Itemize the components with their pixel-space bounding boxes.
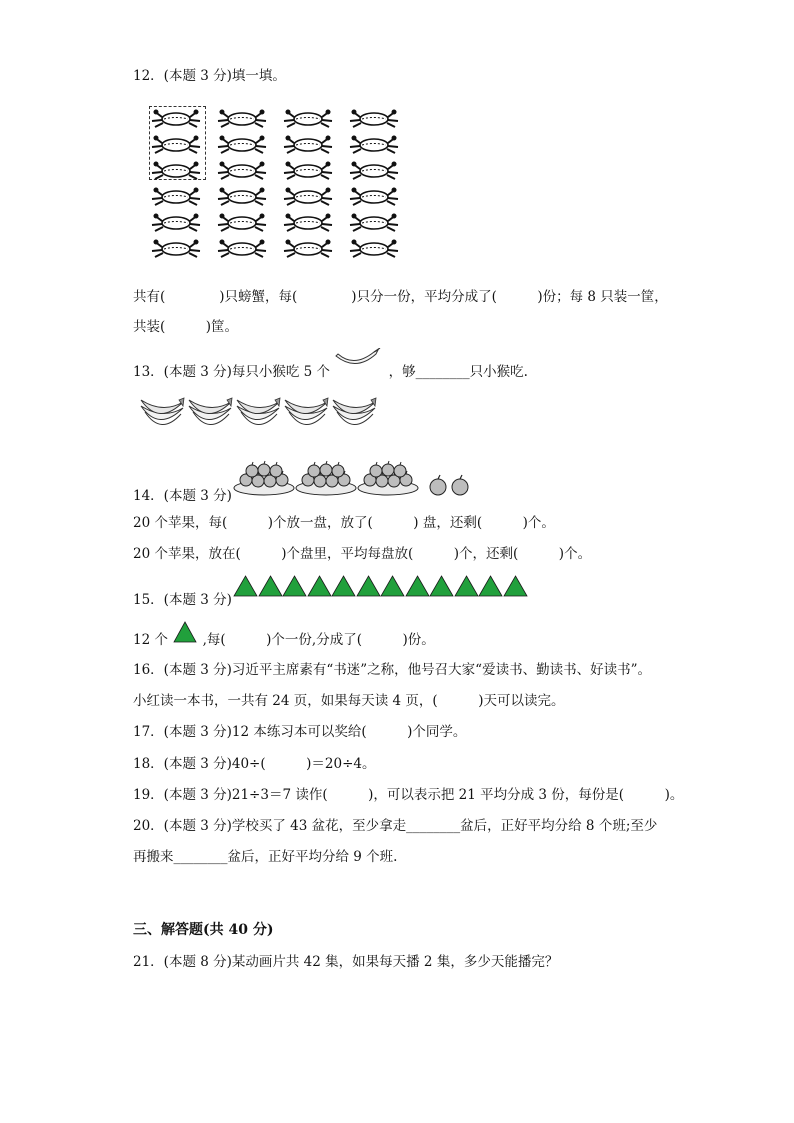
crab-icon	[216, 108, 268, 128]
crab-icon	[282, 212, 334, 232]
crab-icon	[282, 238, 334, 258]
q14-title: 14．(本题 3 分)	[133, 488, 232, 504]
apple-icon	[450, 474, 470, 496]
crab-icon	[216, 238, 268, 258]
crab-icon	[348, 134, 400, 154]
crab-icon	[216, 186, 268, 206]
crab-icon	[348, 212, 400, 232]
green-triangle-icon	[405, 575, 430, 597]
crab-icon	[150, 160, 202, 180]
green-triangle-icon	[172, 630, 198, 650]
banana-bunch-icon	[331, 396, 377, 436]
crab-icon	[348, 238, 400, 258]
apple-icon	[428, 474, 448, 496]
crab-icon	[282, 108, 334, 128]
q13-prefix: 13．(本题 3 分)每只小猴吃 5 个	[133, 364, 331, 380]
crab-icon	[348, 186, 400, 206]
crab-icon	[150, 134, 202, 154]
crab-icon	[150, 186, 202, 206]
apple-plate-icon	[356, 460, 420, 496]
q13-line	[133, 362, 528, 382]
banana-icon	[334, 362, 384, 382]
banana-bunch-icon	[139, 396, 185, 436]
q16-line2: 小红读一本书，一共有 24 页，如果每天读 4 页，( )天可以读完。	[133, 693, 565, 709]
crab-icon	[150, 108, 202, 128]
green-triangle-icon	[503, 575, 528, 597]
section-title: 三、解答题(共 40 分)	[133, 922, 274, 938]
apple-plate-icon	[232, 460, 296, 496]
q17-text: 17．(本题 3 分)12 本练习本可以奖给( )个同学。	[133, 724, 467, 740]
crab-icon	[282, 134, 334, 154]
q14-line1: 20 个苹果，每( )个放一盘，放了( ) 盘，还剩( )个。	[133, 515, 555, 531]
q16-line1: 16．(本题 3 分)习近平主席素有“书迷”之称，他号召大家“爱读书、勤读书、好读书”。	[133, 662, 651, 678]
q15-suffix: ,每( )个一份,分成了( )份。	[202, 632, 435, 648]
green-triangle-icon	[356, 575, 381, 597]
crab-icon	[282, 160, 334, 180]
green-triangle-icon	[331, 575, 356, 597]
banana-bunch-icon	[235, 396, 281, 436]
green-triangle-icon	[429, 575, 454, 597]
q15-prefix: 12 个	[133, 632, 168, 648]
q12-title: 12．(本题 3 分)填一填。	[133, 68, 286, 84]
crab-icon	[282, 186, 334, 206]
q21-text: 21．(本题 8 分)某动画片共 42 集，如果每天播 2 集，多少天能播完？	[133, 954, 559, 970]
crab-icon	[216, 160, 268, 180]
apple-plate-icon	[294, 460, 358, 496]
q12-line1: 共有( )只螃蟹，每( )只分一份，平均分成了( )份；每 8 只装一筐，	[133, 289, 668, 305]
crab-icon	[216, 134, 268, 154]
crab-icon	[150, 212, 202, 232]
q20-line1: 20．(本题 3 分)学校买了 43 盆花，至少拿走________盆后，正好平均分给 8 个班;至少	[133, 818, 658, 834]
crab-icon	[348, 108, 400, 128]
green-triangle-icon	[282, 575, 307, 597]
green-triangle-icon	[478, 575, 503, 597]
q15-title: 15．(本题 3 分)	[133, 592, 232, 608]
green-triangle-icon	[380, 575, 405, 597]
crab-icon	[216, 212, 268, 232]
q13-suffix: ，够________只小猴吃.	[388, 364, 528, 380]
crab-icon	[348, 160, 400, 180]
banana-bunch-icon	[187, 396, 233, 436]
q19-text: 19．(本题 3 分)21÷3＝7 读作( )，可以表示把 21 平均分成 3 份，每份是( )。	[133, 787, 684, 803]
q14-line2: 20 个苹果，放在( )个盘里，平均每盘放( )个，还剩( )个。	[133, 546, 592, 562]
crab-icon	[150, 238, 202, 258]
green-triangle-icon	[258, 575, 283, 597]
q20-line2: 再搬来________盆后，正好平均分给 9 个班.	[133, 849, 398, 865]
q18-text: 18．(本题 3 分)40÷( )＝20÷4。	[133, 756, 376, 772]
banana-bunch-icon	[283, 396, 329, 436]
q15-line	[133, 630, 435, 650]
green-triangle-icon	[233, 575, 258, 597]
green-triangle-icon	[307, 575, 332, 597]
q12-line2: 共装( )筐。	[133, 319, 239, 335]
green-triangle-icon	[454, 575, 479, 597]
